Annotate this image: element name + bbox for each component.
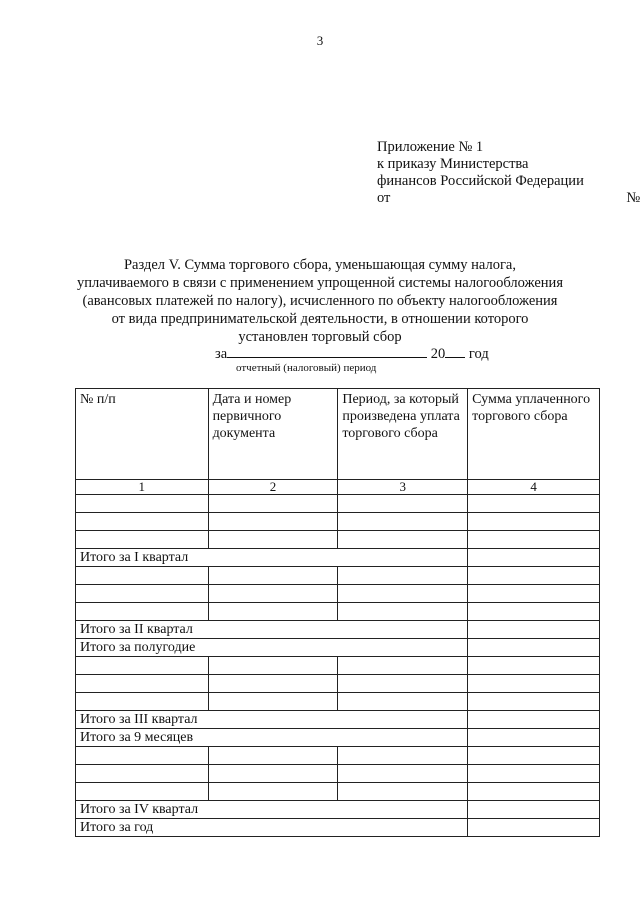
total-label: Итого за III квартал (76, 711, 468, 729)
table-cell[interactable] (208, 585, 338, 603)
table-cell[interactable] (338, 765, 468, 783)
total-row (76, 729, 600, 747)
title-line-2: уплачиваемого в связи с применением упрощенной системы налогообложения (76, 275, 563, 291)
table-cell[interactable] (76, 783, 209, 801)
table-row (76, 765, 600, 783)
table-row (76, 567, 600, 585)
total-label: Итого за I квартал (76, 549, 468, 567)
table-cell[interactable] (208, 603, 338, 621)
table-cell[interactable] (208, 747, 338, 765)
year-prefix: 20 (430, 346, 446, 362)
table-cell[interactable] (338, 747, 468, 765)
table-cell[interactable] (208, 783, 338, 801)
appendix-number-label: № (626, 190, 640, 206)
table-cell[interactable] (468, 531, 600, 549)
header-amount: Сумма уплаченного торгового сбора (468, 389, 600, 480)
table-cell[interactable] (76, 585, 209, 603)
header-number: № п/п (76, 389, 209, 480)
page-number: 3 (316, 33, 324, 48)
table-cell[interactable] (76, 765, 209, 783)
table-row (76, 531, 600, 549)
table-cell[interactable] (468, 783, 600, 801)
period-line (215, 345, 489, 363)
year-blank (445, 345, 465, 358)
table-cell[interactable] (76, 747, 209, 765)
total-label: Итого за IV квартал (76, 801, 468, 819)
table-cell[interactable] (208, 513, 338, 531)
table-cell[interactable] (76, 495, 209, 513)
column-number: 1 (76, 480, 209, 495)
table-cell[interactable] (208, 657, 338, 675)
table-cell[interactable] (76, 675, 209, 693)
appendix-line-1: Приложение № 1 (377, 139, 484, 155)
table-row (76, 693, 600, 711)
table-cell[interactable] (76, 567, 209, 585)
total-label: Итого за II квартал (76, 621, 468, 639)
table-cell[interactable] (468, 693, 600, 711)
total-label: Итого за 9 месяцев (76, 729, 468, 747)
appendix-line-3: финансов Российской Федерации (377, 173, 584, 189)
period-prefix: за (215, 346, 228, 362)
total-row (76, 711, 600, 729)
column-number: 4 (468, 480, 600, 495)
table-cell[interactable] (338, 693, 468, 711)
appendix-line-4 (377, 190, 640, 207)
table-cell[interactable] (468, 675, 600, 693)
table-cell[interactable] (338, 585, 468, 603)
total-label: Итого за полугодие (76, 639, 468, 657)
table-cell[interactable] (468, 603, 600, 621)
section-title (60, 256, 580, 346)
table-cell[interactable] (208, 531, 338, 549)
period-caption: отчетный (налоговый) период (236, 362, 377, 374)
table-row (76, 675, 600, 693)
total-value-cell[interactable] (468, 549, 600, 567)
table-cell[interactable] (468, 513, 600, 531)
total-row (76, 819, 600, 837)
table-cell[interactable] (338, 657, 468, 675)
table-row (76, 513, 600, 531)
table-cell[interactable] (468, 747, 600, 765)
period-blank (227, 345, 427, 358)
table-cell[interactable] (468, 585, 600, 603)
total-value-cell[interactable] (468, 801, 600, 819)
table-cell[interactable] (338, 567, 468, 585)
total-row (76, 621, 600, 639)
table-cell[interactable] (338, 603, 468, 621)
table-cell[interactable] (468, 765, 600, 783)
table-row (76, 657, 600, 675)
table-cell[interactable] (208, 495, 338, 513)
header-period: Период, за который произведена уплата торгового сбора (338, 389, 468, 480)
total-row (76, 801, 600, 819)
table-cell[interactable] (208, 567, 338, 585)
column-number: 3 (338, 480, 468, 495)
table-row (76, 747, 600, 765)
table-cell[interactable] (208, 675, 338, 693)
title-line-5: установлен торговый сбор (238, 329, 402, 345)
table-cell[interactable] (338, 675, 468, 693)
table-cell[interactable] (76, 531, 209, 549)
table-row (76, 585, 600, 603)
table-cell[interactable] (338, 495, 468, 513)
appendix-line-2: к приказу Министерства (377, 156, 529, 172)
table-cell[interactable] (338, 513, 468, 531)
table-cell[interactable] (76, 657, 209, 675)
table-cell[interactable] (208, 693, 338, 711)
total-label: Итого за год (76, 819, 468, 837)
total-value-cell[interactable] (468, 639, 600, 657)
column-numbers-row (76, 480, 600, 495)
title-line-1: Раздел V. Сумма торгового сбора, уменьшающая сумму налога, (123, 257, 516, 273)
total-value-cell[interactable] (468, 711, 600, 729)
table-row (76, 495, 600, 513)
table-row (76, 783, 600, 801)
appendix-block (377, 139, 640, 207)
total-row (76, 639, 600, 657)
header-document: Дата и номер первичного документа (208, 389, 338, 480)
table-cell[interactable] (468, 567, 600, 585)
table-cell[interactable] (208, 765, 338, 783)
table-header-row (76, 389, 600, 480)
year-suffix: год (468, 346, 489, 362)
table-cell[interactable] (468, 657, 600, 675)
table-cell[interactable] (76, 693, 209, 711)
title-line-4: от вида предпринимательской деятельности, в отношении которого (111, 311, 529, 327)
table-cell[interactable] (338, 783, 468, 801)
table-cell[interactable] (468, 495, 600, 513)
total-row (76, 549, 600, 567)
column-number: 2 (208, 480, 338, 495)
table-row (76, 603, 600, 621)
title-line-3: (авансовых платежей по налогу), исчисленного по объекту налогообложения (82, 293, 558, 309)
total-value-cell[interactable] (468, 729, 600, 747)
table-cell[interactable] (76, 513, 209, 531)
table-cell[interactable] (76, 603, 209, 621)
trade-fee-table (75, 388, 600, 837)
appendix-from-label: от (377, 190, 391, 206)
total-value-cell[interactable] (468, 621, 600, 639)
total-value-cell[interactable] (468, 819, 600, 837)
table-cell[interactable] (338, 531, 468, 549)
